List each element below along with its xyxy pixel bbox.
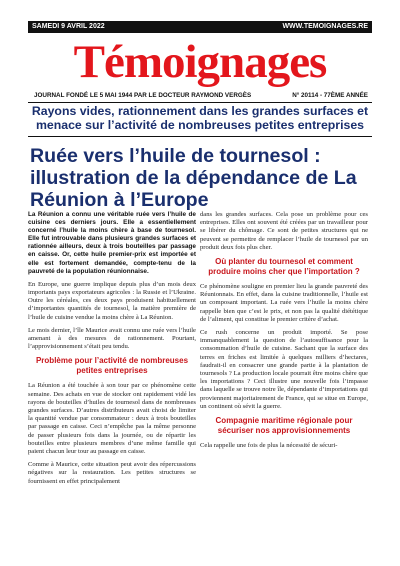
paragraph: Comme à Maurice, cette situation peut avoir des répercussions négatives sur la restauration. Les petites structures se fournissent en effet principalement — [28, 461, 196, 485]
paragraph: Cela rappelle une fois de plus la nécessité de sécuri- — [200, 442, 338, 450]
paragraph: Ce phénomène souligne en premier lieu la grande pauvreté des Réunionnais. En effet, dans la cuisine traditionnelle, l’huile est un composant important. La ruée vers l’huile la moins chère rappelle bien que c’est le prix, et non pas la qualité diététique de l’aliment, qui constitue le premier critère d’achat. — [200, 283, 368, 323]
paragraph: En Europe, une guerre implique depuis plus d’un mois deux importants pays exportateurs agricoles : la Russie et l’Ukraine. Outre les céréales, ces deux pays produisent habituellement d’importantes quantités de tournesol, la matière première de l’huile de cuisine vendue la moins chère à La Réunion. — [28, 280, 196, 321]
paragraph: Ce rush concerne un produit importé. Se pose immanquablement la question de l’autosuffisance pour la consommation d’huile de cuisine. Sachant que la surface des terres en friches est limitée à quelques milliers d’hectares, faudrait-il en consacrer une grande partie à la plantation de tournesols ? La production locale pourrait être moins chère que les importations ? Ceci illustre une nouvelle fois l’impasse dans laquelle se trouve notre île, dépendante d’importations qui proviennent majoritairement de France, qui se situe en Europe, un continent où sévit la guerre. — [200, 329, 368, 410]
left-column — [28, 211, 196, 491]
article-lead: La Réunion a connu une véritable ruée vers l’huile de cuisine ces derniers jours. Elle a essentiellement concerné l’huile la moins chère à base de tournesol. Elle fut introuvable dans plusieurs grandes surfaces et rationnée ailleurs, deux à trois bouteilles par passage en caisse. Or, cette huile premier-prix est importée et elle est fortement demandée, compte-tenu de la pauvreté de la population réunionnaise. — [28, 211, 196, 275]
issue-date: SAMEDI 9 AVRIL 2022 — [32, 23, 105, 30]
section-subhead: Compagnie maritime régionale pour sécuriser nos approvisionnements — [215, 416, 353, 436]
divider — [28, 136, 372, 137]
article-headline: Ruée vers l’huile de tournesol : illustration de la dépendance de La Réunion à l’Europe — [30, 145, 357, 211]
paragraph: dans les grandes surfaces. Cela pose un problème pour ces entreprises. Elles ont souvent été créées par un travailleur pour se libérer du chômage. Ce sont de petites structures qui ne peuvent se permettre de remplacer l’huile de tournesol par un produit deux fois plus cher. — [200, 211, 368, 251]
section-subhead: Où planter du tournesol et comment produire moins cher que l’importation ? — [208, 257, 360, 277]
masthead-subline — [28, 91, 372, 101]
paragraph: La Réunion a été touchée à son tour par ce phénomène cette semaine. Des achats en vue de stocker ont rapidement vidé les rayons de bouteilles d’huiles de tournesol dans de nombreuses grandes surfaces. D’autres distributeurs avait choisi de limiter la quantité vendue par consommateur : deux à trois bouteilles par passage en caisse. Ceci n’empêche pas la même personne de passer plusieurs fois dans la journée, ou de répartir les bouteilles entre plusieurs membres d’une même famille qui paient chacun leur tour au passage en caisse. — [28, 382, 196, 455]
section-subhead: Problème pour l’activité de nombreuses petites entreprises — [35, 356, 189, 376]
paragraph: Le mois dernier, l’île Maurice avait connu une ruée vers l’huile amenant à des mesures de rationnement. Pourtant, l’approvisionnement s’était peu tendu. — [28, 326, 196, 351]
founded-note: JOURNAL FONDÉ LE 5 MAI 1944 PAR LE DOCTEUR RAYMOND VERGÈS — [34, 92, 252, 99]
top-bar — [28, 21, 372, 33]
right-column — [200, 211, 368, 455]
website-link[interactable]: WWW.TEMOIGNAGES.RE — [282, 23, 368, 30]
issue-number: N° 20114 - 77ÈME ANNÉE — [292, 92, 368, 99]
newspaper-logo: Témoignages — [73, 36, 327, 88]
divider — [28, 102, 372, 103]
banner-title: Rayons vides, rationnement dans les grandes surfaces et menace sur l’activité de nombreuses petites entreprises — [31, 104, 369, 132]
